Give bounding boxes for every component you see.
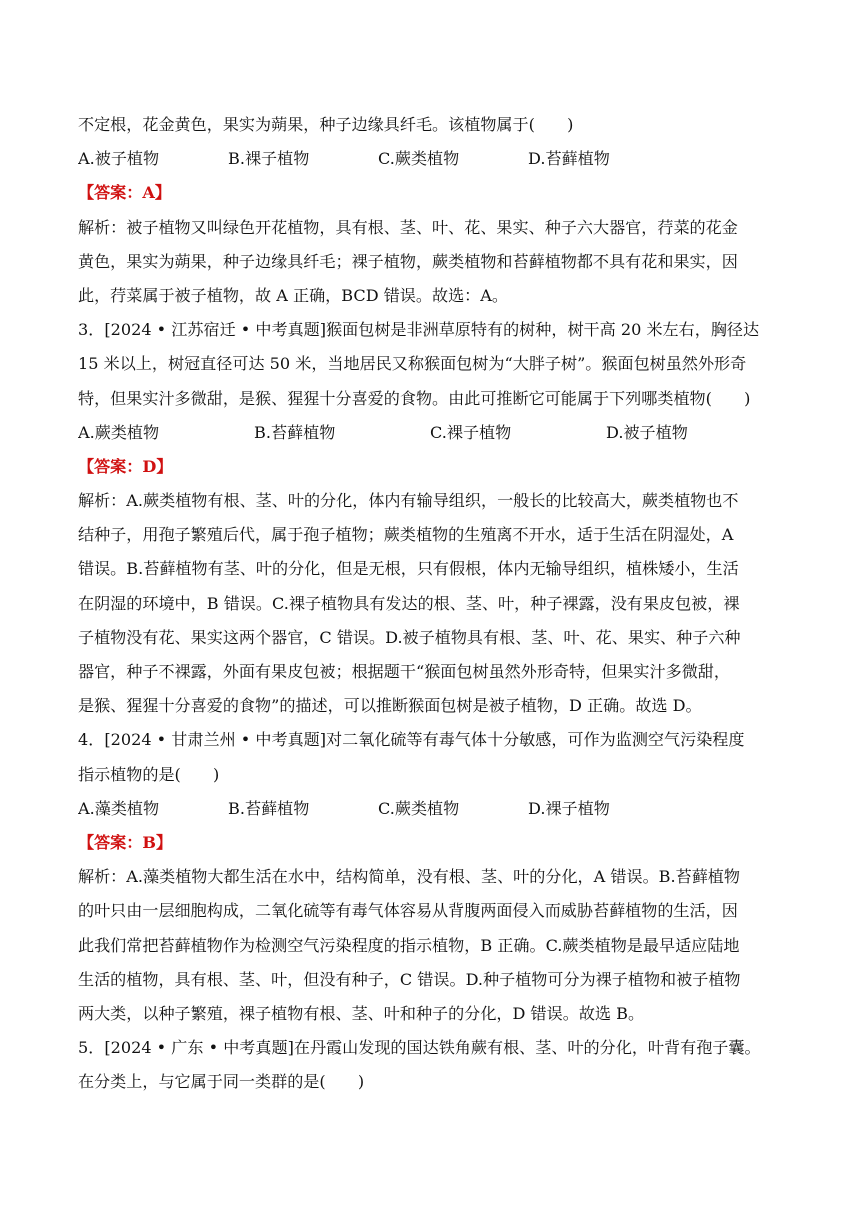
question-4-answer: 【答案：B】 — [78, 832, 173, 852]
document-page — [78, 108, 782, 1099]
question-4-stem-line: 4．[2024 • 甘肃兰州 • 中考真题]对二氧化硫等有毒气体十分敏感，可作为监测空气污染程度 — [78, 730, 745, 750]
question-4-analysis-line: 此我们常把苔藓植物作为检测空气污染程度的指示植物，B 正确。C.蕨类植物是最早适应陆地 — [78, 935, 740, 955]
question-4-stem-line: 指示植物的是( ) — [78, 764, 220, 784]
question-2-analysis-line: 解析：被子植物又叫绿色开花植物，具有根、茎、叶、花、果实、种子六大器官，荇菜的花金 — [78, 217, 738, 237]
option-b: B.裸子植物 — [228, 149, 310, 169]
question-4-analysis-line: 的叶只由一层细胞构成，二氧化硫等有毒气体容易从背腹两面侵入而威胁苔藓植物的生活，因 — [78, 901, 738, 921]
question-3-stem-line: 特，但果实汁多微甜，是猴、猩猩十分喜爱的食物。由此可推断它可能属于下列哪类植物( ) — [78, 388, 751, 408]
option-c: C.蕨类植物 — [378, 798, 460, 818]
option-c: C.蕨类植物 — [378, 149, 460, 169]
question-4-options — [78, 792, 782, 826]
option-d: D.裸子植物 — [528, 798, 610, 818]
question-2-stem: 不定根，花金黄色，果实为蒴果，种子边缘具纤毛。该植物属于( ) — [78, 115, 574, 134]
question-5-stem-line: 5．[2024 • 广东 • 中考真题]在丹霞山发现的国达铁角蕨有根、茎、叶的分化，叶背有孢子囊。 — [78, 1038, 761, 1058]
question-3-analysis-line: 在阴湿的环境中，B 错误。C.裸子植物具有发达的根、茎、叶，种子裸露，没有果皮包被，裸 — [78, 593, 740, 613]
question-4-analysis-line: 两大类，以种子繁殖，裸子植物有根、茎、叶和种子的分化，D 错误。故选 B。 — [78, 1003, 645, 1023]
question-5-stem-line: 在分类上，与它属于同一类群的是( ) — [78, 1072, 365, 1092]
question-3-analysis-line: 错误。B.苔藓植物有茎、叶的分化，但是无根，只有假根，体内无输导组织，植株矮小，生活 — [78, 559, 739, 579]
question-3-analysis-line: 是猴、猩猩十分喜爱的食物”的描述，可以推断猴面包树是被子植物，D 正确。故选 D。 — [78, 696, 702, 716]
question-3-options — [78, 416, 782, 450]
option-a: A.蕨类植物 — [78, 422, 160, 442]
option-b: B.苔藓植物 — [228, 798, 310, 818]
question-3-stem-line: 3．[2024 • 江苏宿迁 • 中考真题]猴面包树是非洲草原特有的树种，树干高 20 米左右，胸径达 — [78, 320, 760, 340]
question-2-analysis-line: 黄色，果实为蒴果，种子边缘具纤毛；裸子植物，蕨类植物和苔藓植物都不具有花和果实，因 — [78, 251, 738, 271]
question-3-analysis-line: 结种子，用孢子繁殖后代，属于孢子植物；蕨类植物的生殖离不开水，适于生活在阴湿处，A — [78, 525, 734, 545]
question-3-stem-line: 15 米以上，树冠直径可达 50 米，当地居民又称猴面包树为“大胖子树”。猴面包树虽然外形奇 — [78, 354, 747, 374]
question-3-analysis-line: 器官，种子不裸露，外面有果皮包被；根据题干“猴面包树虽然外形奇特，但果实汁多微甜， — [78, 662, 730, 681]
question-4-analysis-line: 生活的植物，具有根、茎、叶，但没有种子，C 错误。D.种子植物可分为裸子植物和被子植物 — [78, 969, 741, 989]
question-3-answer: 【答案：D】 — [78, 456, 173, 476]
option-d: D.被子植物 — [606, 422, 688, 442]
question-2-analysis-line: 此，荇菜属于被子植物，故 A 正确，BCD 错误。故选：A。 — [78, 285, 508, 305]
option-d: D.苔藓植物 — [528, 149, 610, 169]
question-3-analysis-line: 子植物没有花、果实这两个器官，C 错误。D.被子植物具有根、茎、叶、花、果实、种子六种 — [78, 627, 741, 647]
question-2-options — [78, 142, 782, 176]
question-2-answer: 【答案：A】 — [78, 183, 171, 203]
question-3-analysis-line: 解析：A.蕨类植物有根、茎、叶的分化，体内有输导组织，一般长的比较高大，蕨类植物也不 — [78, 491, 739, 511]
option-c: C.裸子植物 — [430, 422, 512, 442]
option-a: A.藻类植物 — [78, 798, 160, 818]
option-a: A.被子植物 — [78, 149, 160, 169]
option-b: B.苔藓植物 — [254, 422, 336, 442]
question-4-analysis-line: 解析：A.藻类植物大都生活在水中，结构简单，没有根、茎、叶的分化，A 错误。B.苔藓植物 — [78, 867, 740, 887]
